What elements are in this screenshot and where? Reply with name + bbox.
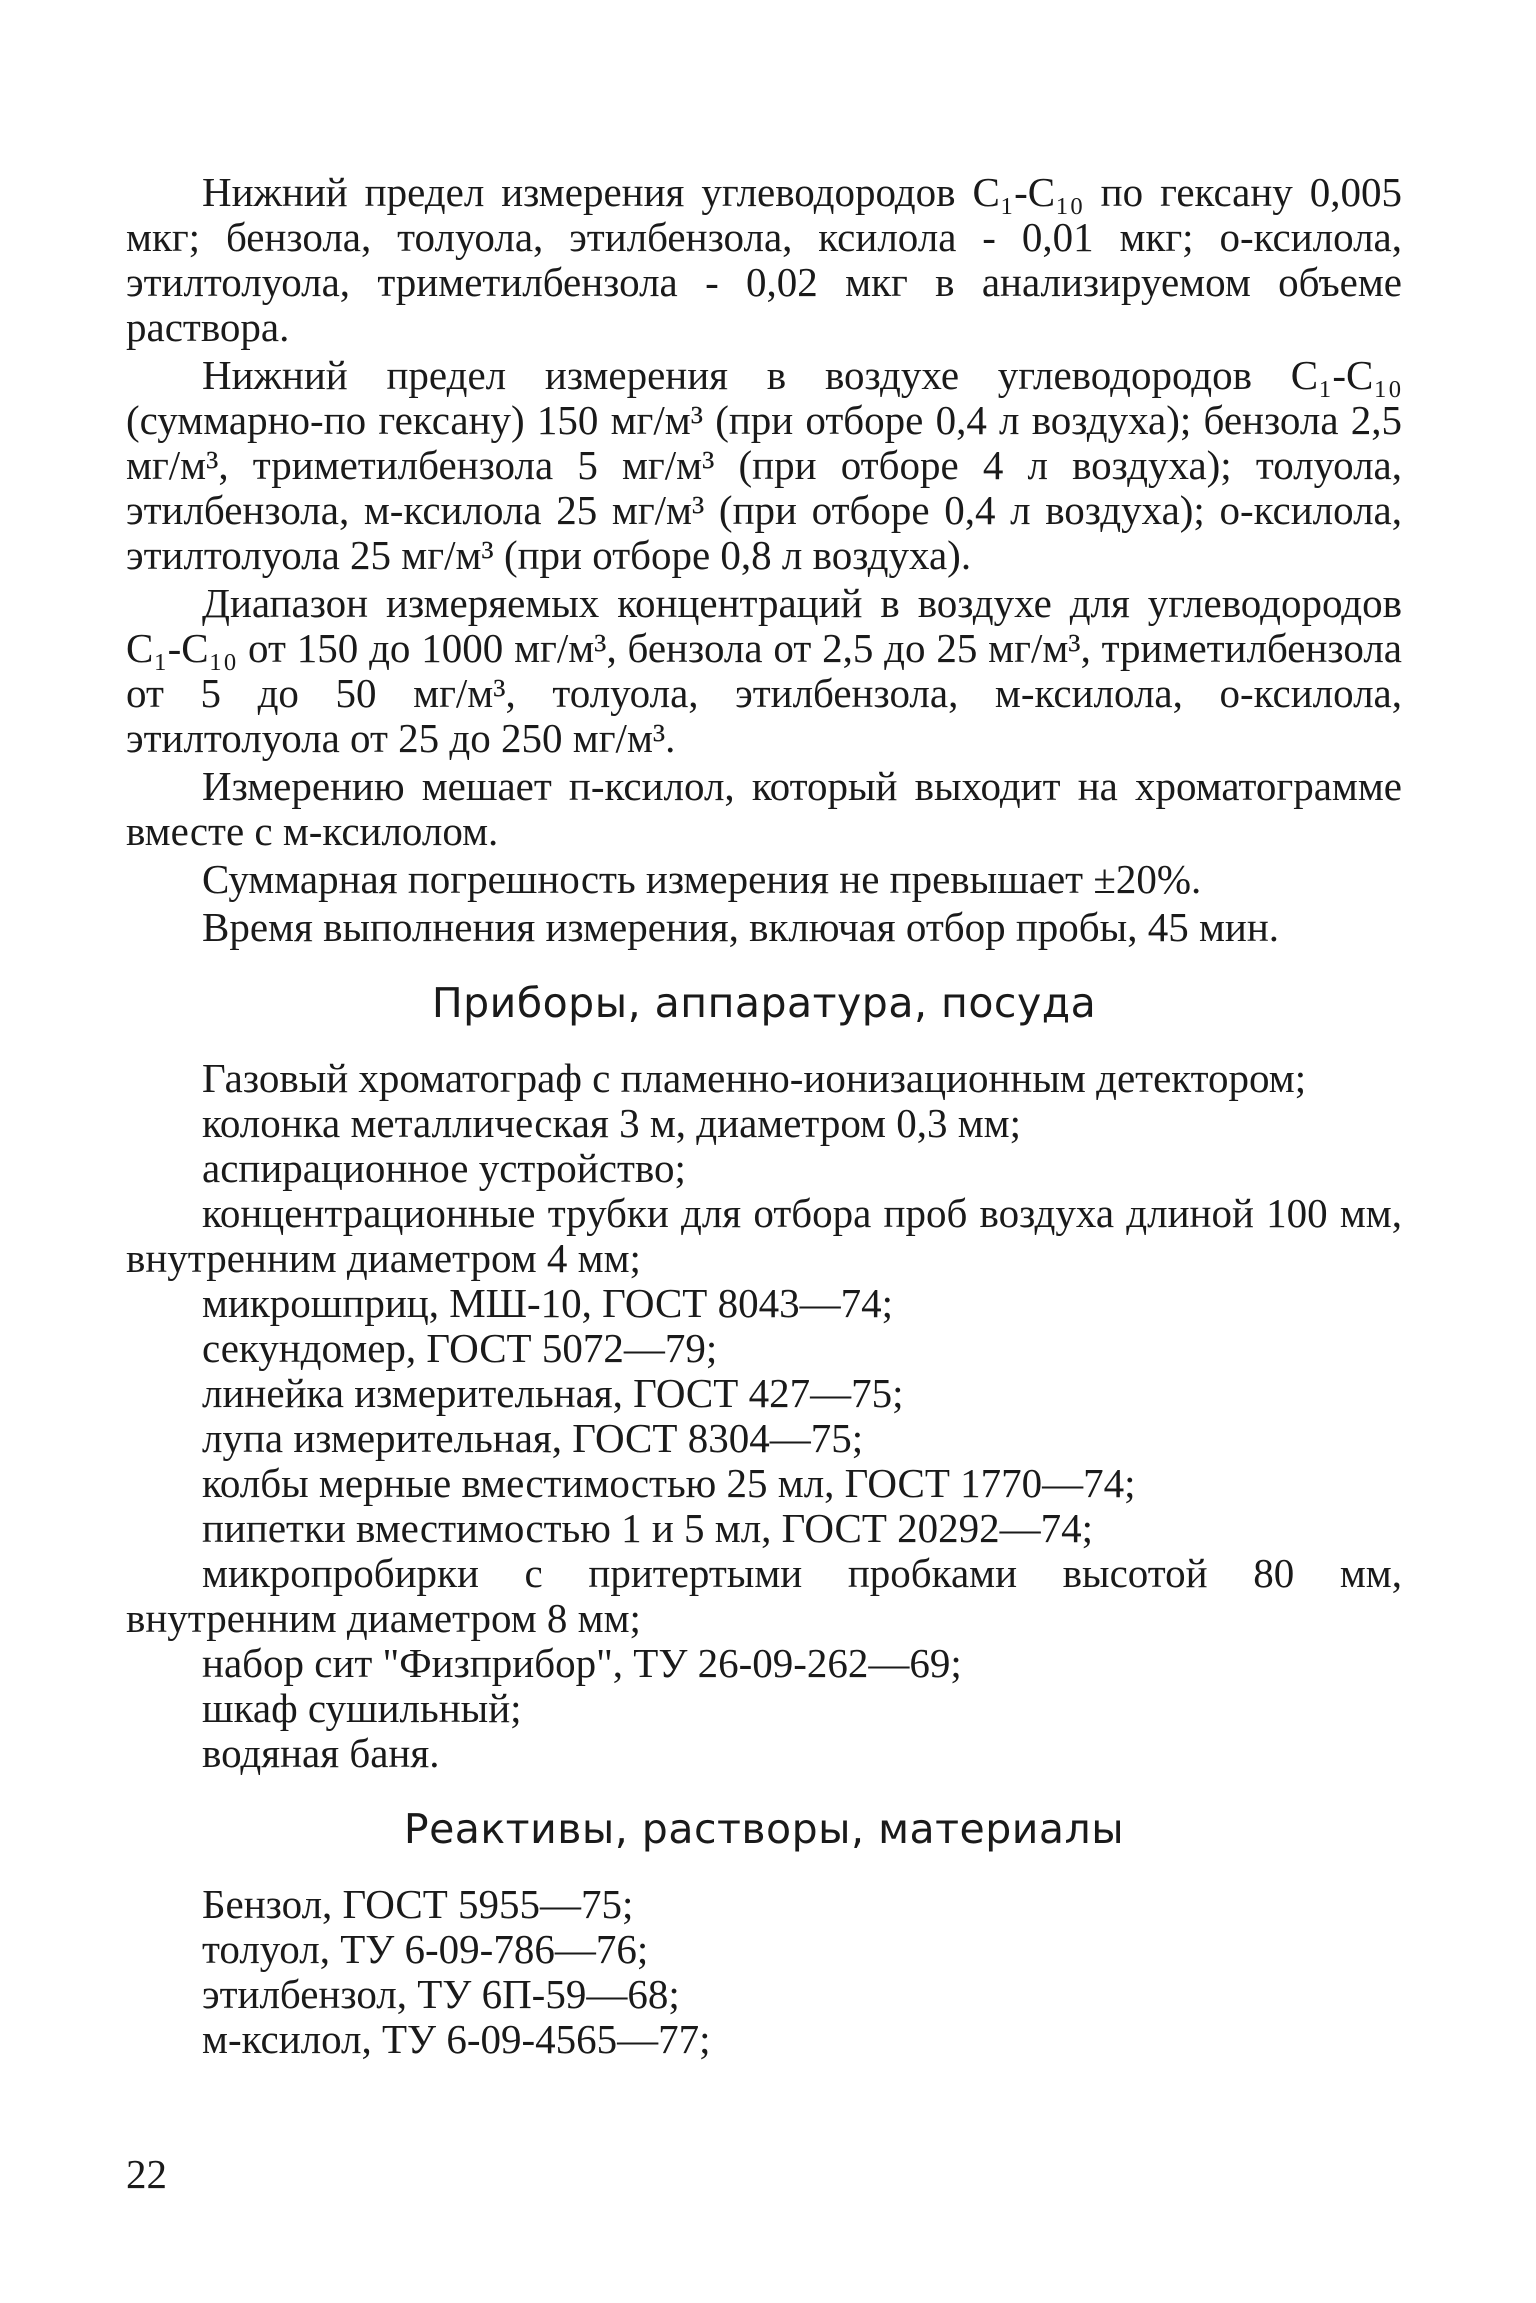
- list-item: набор сит "Физприбор", ТУ 26-09-262—69;: [202, 1640, 962, 1686]
- list-item: секундомер, ГОСТ 5072—79;: [202, 1325, 718, 1371]
- paragraph-lower-limit-solution: Нижний предел измерения углеводородов C₁-C₁₀ по гексану 0,005 мкг; бензола, толуола, этилбензола, ксилола - 0,01 мкг; о-ксилола, этилтолуола, триметилбензола - 0,02 мкг в анализируемом объеме раствора.: [126, 169, 1402, 350]
- list-item: линейка измерительная, ГОСТ 427—75;: [202, 1370, 904, 1416]
- list-item: лупа измерительная, ГОСТ 8304—75;: [202, 1415, 864, 1461]
- list-item: концентрационные трубки для отбора проб воздуха длиной 100 мм, внутренним диаметром 4 мм;: [126, 1190, 1402, 1281]
- paragraph-duration: Время выполнения измерения, включая отбор пробы, 45 мин.: [202, 904, 1280, 950]
- section-heading-equipment: Приборы, аппаратура, посуда: [431, 979, 1097, 1027]
- page-number: 22: [126, 2151, 167, 2197]
- reagents-list: [126, 1882, 1402, 2062]
- list-item: аспирационное устройство;: [202, 1145, 686, 1191]
- paragraph-interference: Измерению мешает п-ксилол, который выходит на хроматограмме вместе с м-ксилолом.: [126, 763, 1402, 854]
- list-item: пипетки вместимостью 1 и 5 мл, ГОСТ 20292—74;: [202, 1505, 1094, 1551]
- list-item: м-ксилол, ТУ 6-09-4565—77;: [202, 2016, 711, 2062]
- document-page: [126, 170, 1402, 2062]
- list-item: Бензол, ГОСТ 5955—75;: [202, 1881, 634, 1927]
- section-heading-reagents: Реактивы, растворы, материалы: [403, 1805, 1125, 1853]
- list-item: колонка металлическая 3 м, диаметром 0,3 мм;: [202, 1100, 1022, 1146]
- list-item: водяная баня.: [202, 1730, 440, 1776]
- paragraph-error: Суммарная погрешность измерения не превышает ±20%.: [202, 856, 1202, 902]
- list-item: микропробирки с притертыми пробками высотой 80 мм, внутренним диаметром 8 мм;: [126, 1550, 1402, 1641]
- list-item: шкаф сушильный;: [202, 1685, 522, 1731]
- list-item: этилбензол, ТУ 6П-59—68;: [202, 1971, 680, 2017]
- equipment-list: [126, 1056, 1402, 1776]
- list-item: колбы мерные вместимостью 25 мл, ГОСТ 1770—74;: [202, 1460, 1136, 1506]
- list-item: микрошприц, МШ-10, ГОСТ 8043—74;: [202, 1280, 893, 1326]
- paragraph-lower-limit-air: Нижний предел измерения в воздухе углеводородов C₁-C₁₀ (суммарно-по гексану) 150 мг/м³ (при отборе 0,4 л воздуха); бензола 2,5 мг/м³, триметилбензола 5 мг/м³ (при отборе 4 л воздуха); толуола, этилбензола, м-ксилола 25 мг/м³ (при отборе 0,4 л воздуха); о-ксилола, этилтолуола 25 мг/м³ (при отборе 0,8 л воздуха).: [126, 352, 1402, 578]
- list-item: толуол, ТУ 6-09-786—76;: [202, 1926, 649, 1972]
- paragraph-concentration-range: Диапазон измеряемых концентраций в воздухе для углеводородов C₁-C₁₀ от 150 до 1000 мг/м³, бензола от 2,5 до 25 мг/м³, триметилбензола от 5 до 50 мг/м³, толуола, этилбензола, м-ксилола, о-ксилола, этилтолуола от 25 до 250 мг/м³.: [126, 580, 1402, 761]
- list-item: Газовый хроматограф с пламенно-ионизационным детектором;: [202, 1055, 1307, 1101]
